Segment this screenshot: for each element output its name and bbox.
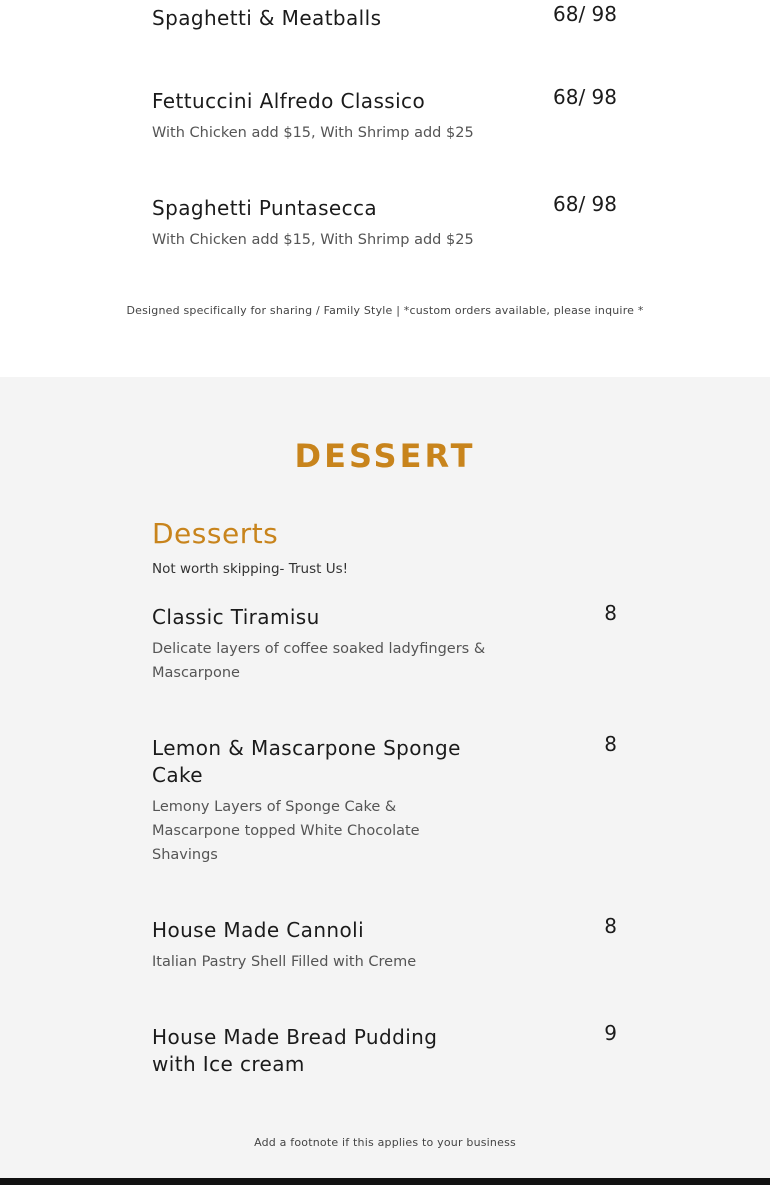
menu-item-name: Spaghetti Puntasecca — [152, 196, 378, 220]
menu-item-description: Delicate layers of coffee soaked ladyfingers & Mascarpone — [152, 641, 486, 681]
menu-item-name: Lemon & Mascarpone Sponge Cake — [152, 736, 461, 787]
menu-item-name: Spaghetti & Meatballs — [152, 6, 382, 30]
menu-item-spaghetti-puntasecca — [152, 192, 617, 252]
menu-item-name: Classic Tiramisu — [152, 605, 320, 629]
menu-item-price: 9 — [604, 1021, 617, 1045]
menu-item-description: Lemony Layers of Sponge Cake & Mascarpone topped White Chocolate Shavings — [152, 799, 420, 863]
menu-item-spaghetti-meatballs — [152, 2, 617, 32]
menu-title: DESSERT — [294, 437, 476, 475]
menu-item-description: With Chicken add $15, With Shrimp add $25 — [152, 125, 474, 141]
menu-item-bread-pudding — [152, 1021, 617, 1078]
menu-item-classic-tiramisu — [152, 601, 617, 685]
menu-item-lemon-sponge-cake — [152, 732, 617, 867]
menu-item-name: House Made Cannoli — [152, 918, 365, 942]
menu-item-price: 8 — [604, 732, 617, 756]
section-subtitle: Not worth skipping- Trust Us! — [152, 561, 349, 577]
menu-item-house-made-cannoli — [152, 914, 617, 974]
menu-item-price: 8 — [604, 601, 617, 625]
dessert-footnote: Add a footnote if this applies to your business — [254, 1136, 516, 1149]
footer-bar — [0, 1178, 770, 1185]
menu-item-price: 8 — [604, 914, 617, 938]
pasta-section — [0, 0, 770, 377]
menu-item-price: 68/ 98 — [553, 192, 617, 216]
menu-item-name: Fettuccini Alfredo Classico — [152, 89, 426, 113]
section-heading: Desserts — [152, 517, 279, 550]
menu-item-name: House Made Bread Pudding with Ice cream — [152, 1025, 438, 1076]
menu-item-description: Italian Pastry Shell Filled with Creme — [152, 954, 417, 970]
menu-item-price: 68/ 98 — [553, 2, 617, 26]
pasta-footnote: Designed specifically for sharing / Family Style | *custom orders available, please inquire * — [126, 304, 644, 317]
menu-item-description: With Chicken add $15, With Shrimp add $25 — [152, 232, 474, 248]
menu-item-fettuccini-alfredo — [152, 85, 617, 145]
menu-item-price: 68/ 98 — [553, 85, 617, 109]
